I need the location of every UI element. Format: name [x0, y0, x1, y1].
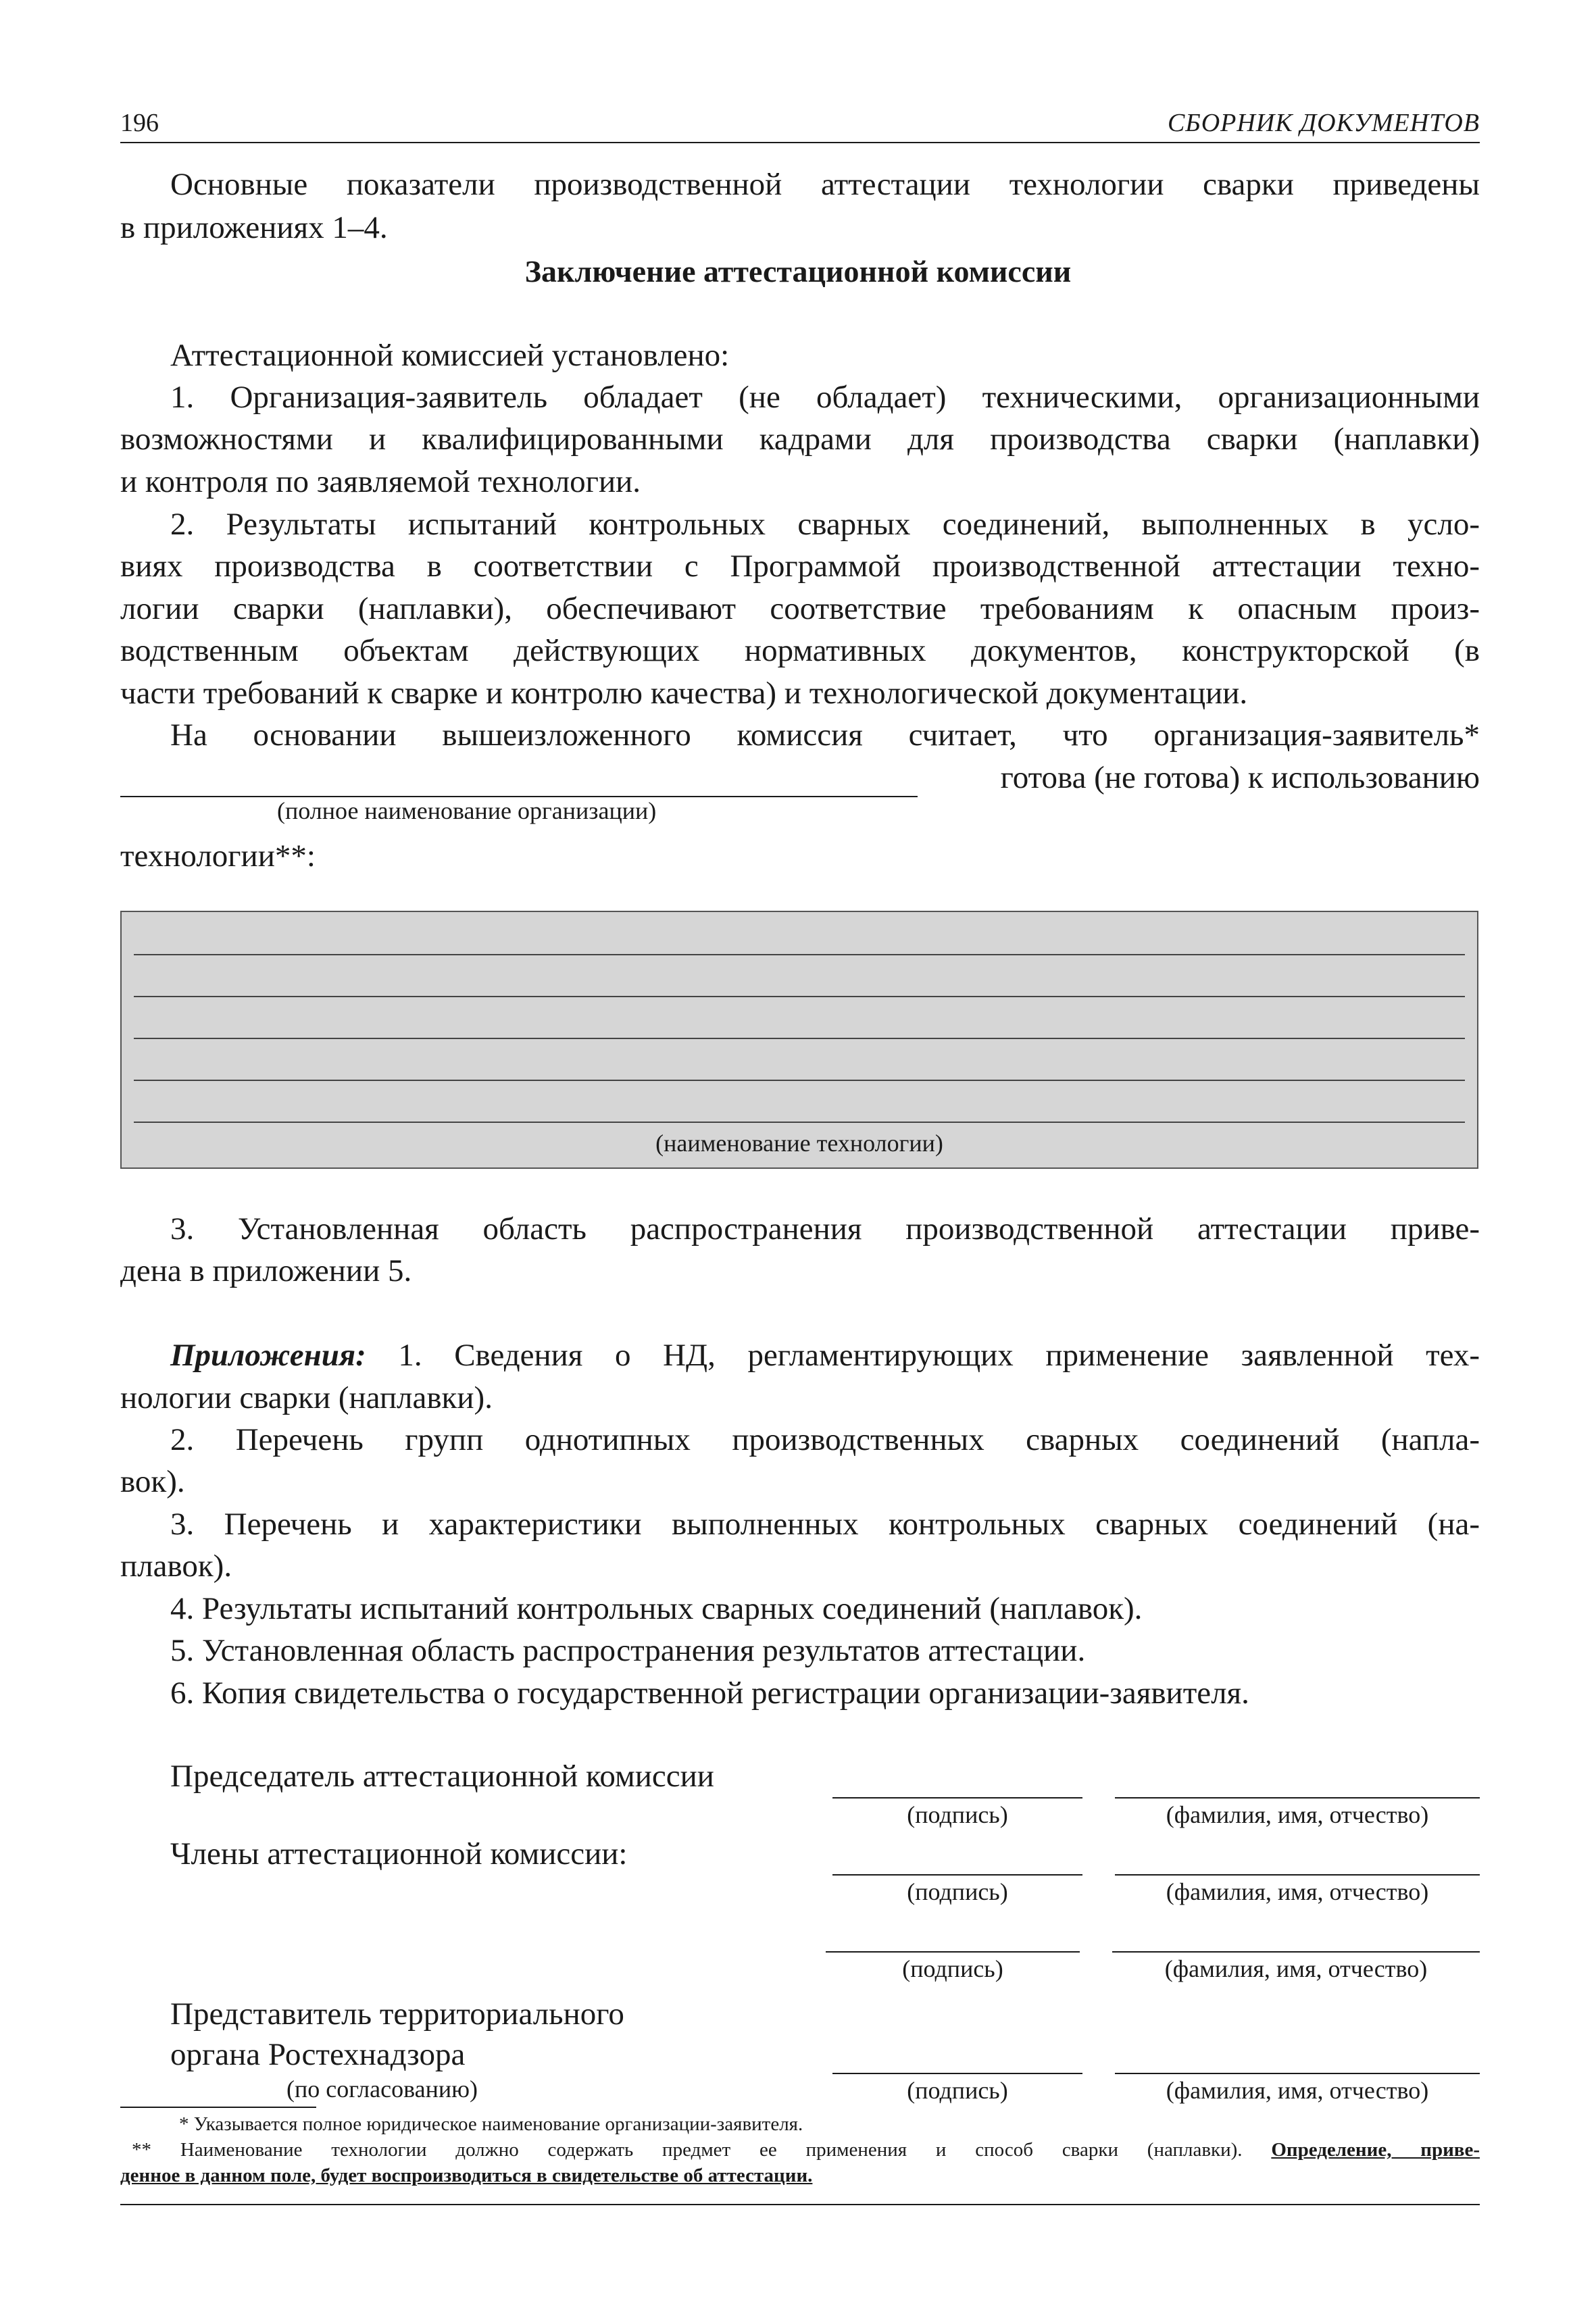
- appendix-3-line-1: 3. Перечень и характеристики выполненных контрольных сварных соединений (на-: [170, 1507, 1480, 1542]
- representative-signature-caption: (подпись): [907, 2077, 1008, 2104]
- item1-line-3: и контроля по заявляемой технологии.: [120, 464, 641, 499]
- footnote-2-line-1: ** Наименование технологии должно содержать предмет ее применения и способ сварки (наплавки). Определение, приве-: [132, 2139, 1480, 2161]
- footnote-1: * Указывается полное юридическое наименование организации-заявителя.: [179, 2113, 803, 2135]
- member1-name-caption: (фамилия, имя, отчество): [1166, 1878, 1429, 1905]
- item2-line-1: 2. Результаты испытаний контрольных сварных соединений, выполненных в усло-: [170, 507, 1480, 542]
- header-rule: [120, 142, 1480, 143]
- technology-line-2: [134, 996, 1465, 997]
- representative-signature-field[interactable]: [832, 2073, 1082, 2074]
- item2-line-3: логии сварки (наплавки), обеспечивают соответствие требованиям к опасным произ-: [120, 591, 1480, 626]
- technology-caption: (наименование технологии): [655, 1130, 943, 1157]
- member2-signature-caption: (подпись): [902, 1955, 1003, 1982]
- footnote-2-line-2: денное в данном поле, будет воспроизводиться в свидетельстве об аттестации.: [120, 2165, 813, 2186]
- intro-line-2: в приложениях 1–4.: [120, 210, 388, 245]
- technology-line-5: [134, 1122, 1465, 1123]
- members-label: Члены аттестационной комиссии:: [170, 1836, 628, 1871]
- appendix-3-line-2: плавок).: [120, 1549, 232, 1584]
- appendix-2-line-2: вок).: [120, 1464, 185, 1499]
- item2-line-5: части требований к сварке и контролю качества) и технологической документации.: [120, 676, 1248, 711]
- member2-name-caption: (фамилия, имя, отчество): [1164, 1955, 1428, 1982]
- member1-signature-caption: (подпись): [907, 1878, 1008, 1905]
- appendix-1-line-2: нологии сварки (наплавки).: [120, 1380, 493, 1415]
- running-header-title: СБОРНИК ДОКУМЕНТОВ: [1167, 109, 1480, 137]
- technology-line-1: [134, 954, 1465, 955]
- technology-line-3: [134, 1038, 1465, 1039]
- item3-line-2: дена в приложении 5.: [120, 1253, 412, 1288]
- chairman-label: Председатель аттестационной комиссии: [170, 1759, 714, 1794]
- chairman-signature-field[interactable]: [832, 1797, 1082, 1799]
- representative-label-line-2: органа Ростехнадзора: [170, 2037, 466, 2072]
- representative-label-line-1: Представитель территориального: [170, 1996, 624, 2032]
- page-number: 196: [120, 109, 159, 137]
- member2-name-field[interactable]: [1112, 1951, 1480, 1953]
- chairman-name-field[interactable]: [1115, 1797, 1480, 1799]
- technology-label: технологии**:: [120, 838, 316, 874]
- representative-name-caption: (фамилия, имя, отчество): [1166, 2077, 1429, 2104]
- organization-caption: (полное наименование организации): [277, 797, 657, 824]
- item1-line-1: 1. Организация-заявитель обладает (не обладает) техническими, организационными: [170, 380, 1480, 415]
- item3-line-1: 3. Установленная область распространения производственной аттестации приве-: [170, 1211, 1480, 1247]
- representative-name-field[interactable]: [1115, 2073, 1480, 2074]
- member1-signature-field[interactable]: [832, 1874, 1082, 1876]
- appendix-6: 6. Копия свидетельства о государственной регистрации организации-заявителя.: [170, 1676, 1249, 1711]
- ready-text: готова (не готова) к использованию: [1000, 760, 1480, 795]
- member2-signature-field[interactable]: [826, 1951, 1080, 1953]
- appendix-1-line-1: Приложения: 1. Сведения о НД, регламентирующих применение заявленной тех-: [170, 1338, 1480, 1373]
- appendix-5: 5. Установленная область распространения результатов аттестации.: [170, 1633, 1086, 1668]
- technology-line-4: [134, 1080, 1465, 1081]
- member1-name-field[interactable]: [1115, 1874, 1480, 1876]
- appendix-2-line-1: 2. Перечень групп однотипных производственных сварных соединений (напла-: [170, 1422, 1480, 1457]
- appendices-label: Приложения:: [170, 1338, 366, 1373]
- conclusion-line-1: На основании вышеизложенного комиссия считает, что организация-заявитель*: [170, 718, 1480, 753]
- representative-caption: (по согласованию): [286, 2076, 478, 2103]
- chairman-name-caption: (фамилия, имя, отчество): [1166, 1801, 1429, 1828]
- section-title: Заключение аттестационной комиссии: [524, 254, 1072, 288]
- footnote-separator: [120, 2107, 316, 2108]
- appendix-4: 4. Результаты испытаний контрольных сварных соединений (наплавок).: [170, 1591, 1143, 1626]
- established-text: Аттестационной комиссией установлено:: [170, 338, 730, 373]
- item2-line-4: водственным объектам действующих нормативных документов, конструкторской (в: [120, 633, 1480, 668]
- technology-name-box[interactable]: [120, 911, 1478, 1169]
- intro-line-1: Основные показатели производственной аттестации технологии сварки приведены: [170, 167, 1480, 202]
- chairman-signature-caption: (подпись): [907, 1801, 1008, 1828]
- bottom-rule: [120, 2204, 1480, 2205]
- item1-line-2: возможностями и квалифицированными кадрами для производства сварки (наплавки): [120, 422, 1480, 457]
- item2-line-2: виях производства в соответствии с Программой производственной аттестации техно-: [120, 549, 1480, 584]
